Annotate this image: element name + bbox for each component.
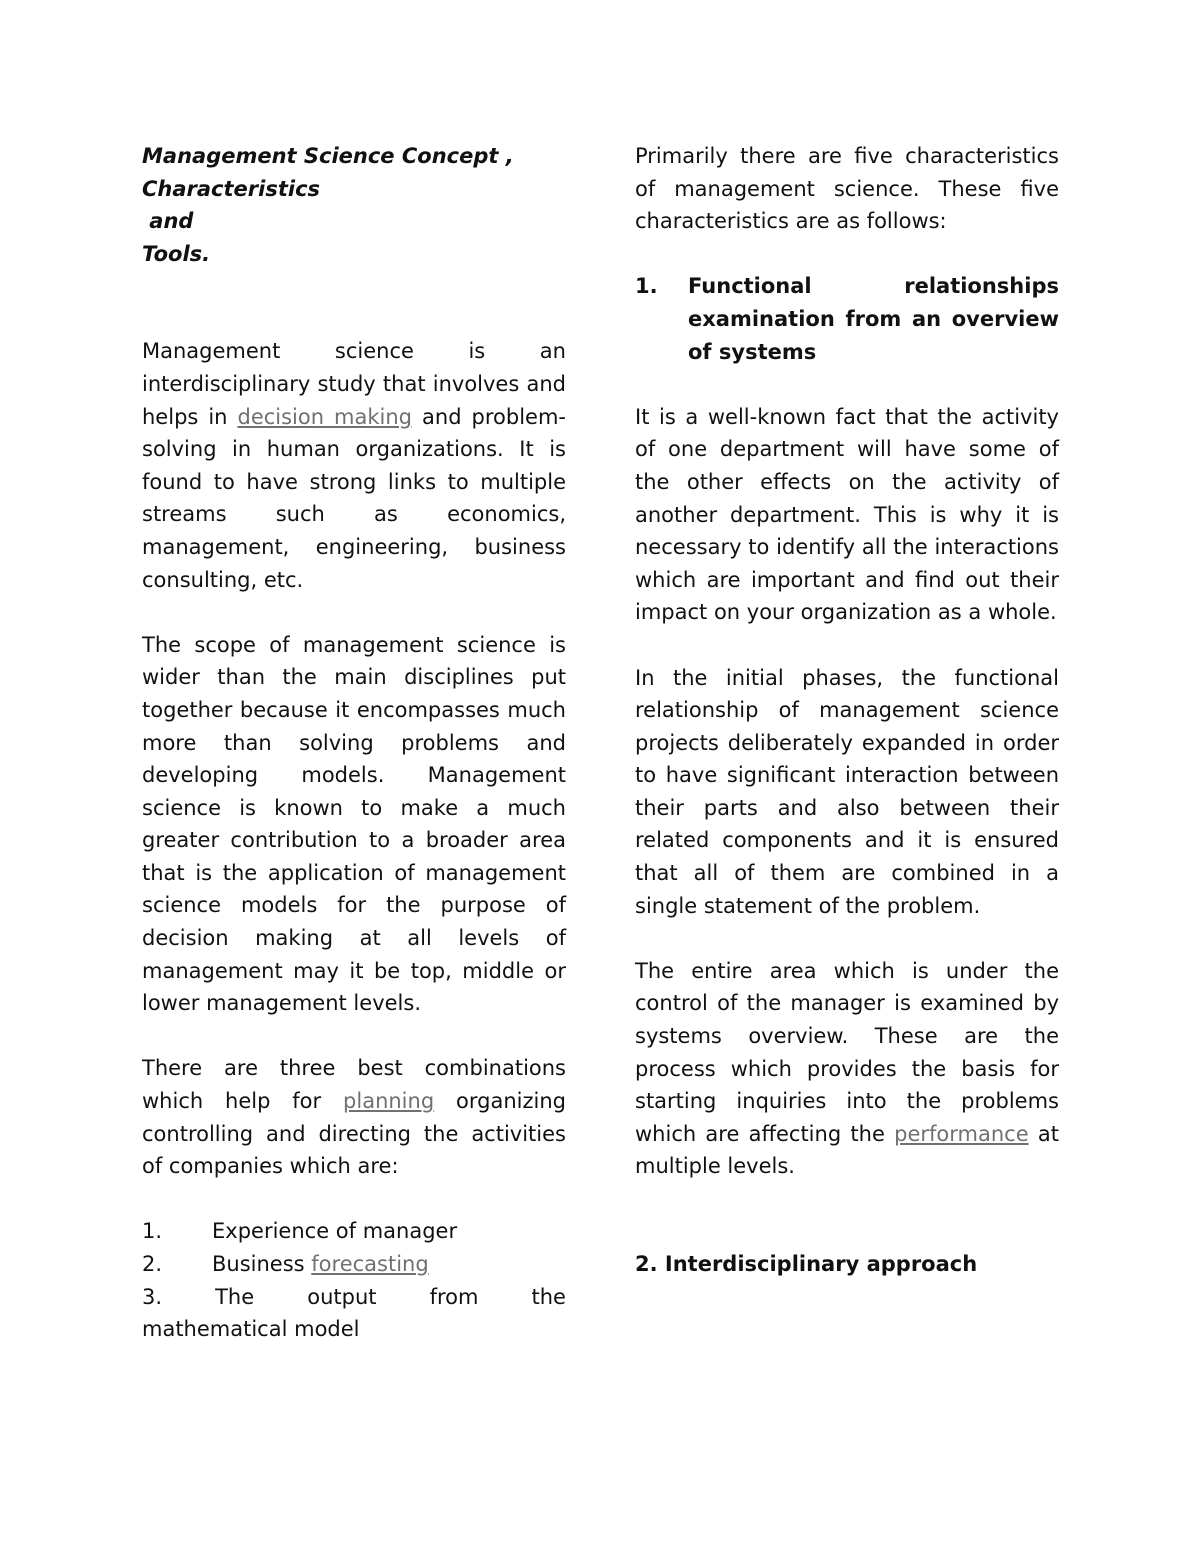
initial-phases-paragraph: In the initial phases, the functional relationship of management science projects deliberately expanded in order to have significant interaction between their parts and also between their related components and it is ensured that all of them are combined in a single statement of the problem. — [635, 665, 1059, 918]
forecasting-link[interactable]: forecasting — [311, 1252, 429, 1276]
list-item-number: 2. — [142, 1252, 163, 1276]
title-line: and — [142, 209, 194, 234]
list-item — [142, 1281, 566, 1346]
planning-link[interactable]: planning — [343, 1089, 435, 1114]
list-item-text: Business forecasting — [212, 1252, 429, 1276]
list-item — [142, 1248, 566, 1281]
section-title: Functional relationships examination from an overview of systems — [688, 274, 1059, 364]
title-line: Characteristics — [142, 176, 321, 201]
department-paragraph: It is a well-known fact that the activity of one department will have some of the other effects on the activity of another department. This is why it is necessary to identify all the interactions which are important and find out their impact on your organization as a whole. — [635, 404, 1059, 625]
document-title — [142, 140, 566, 270]
left-column — [142, 140, 566, 1346]
scope-paragraph: The scope of management science is wider than the main disciplines put together because it encompasses much more than solving problems and developing models. Management science is known to make a much greater contribution to a broader area that is the application of management science models for the purpose of decision making at all levels of management may it be top, middle or lower management levels. — [142, 632, 566, 1016]
systems-overview-paragraph: The entire area which is under the control of the manager is examined by systems overview. These are the process which provides the basis for starting inquiries into the problems which are affecting the performance at multiple levels. — [635, 958, 1059, 1179]
section-heading-2: 2. Interdisciplinary approach — [635, 1252, 978, 1277]
performance-link[interactable]: performance — [894, 1121, 1029, 1146]
intro-paragraph: Management science is an interdisciplinary study that involves and helps in decision making and problem-solving in human organizations. It is found to have strong links to multiple streams such as economics, management, engineering, business consulting, etc. — [142, 339, 566, 592]
characteristics-intro: Primarily there are five characteristics of management science. These five characteristics are as follows: — [635, 144, 1059, 234]
title-line: Tools. — [142, 241, 211, 266]
combinations-paragraph: There are three best combinations which help for planning organizing controlling and directing the activities of companies which are: — [142, 1056, 566, 1179]
list-item-number: 3. — [142, 1284, 163, 1309]
decision-making-link[interactable]: decision making — [237, 404, 413, 429]
combinations-list — [142, 1215, 566, 1280]
list-item — [142, 1215, 566, 1248]
title-line: Management Science Concept , — [142, 144, 514, 168]
section-heading-1 — [635, 270, 1059, 368]
list-item-text: Experience of manager — [212, 1219, 458, 1244]
list-item-number: 1. — [142, 1219, 163, 1244]
section-number: 1. — [635, 274, 658, 299]
list-item-line: mathematical model — [142, 1317, 360, 1342]
list-item-line: 3. The output from the — [142, 1281, 566, 1314]
right-column — [635, 140, 1059, 1281]
